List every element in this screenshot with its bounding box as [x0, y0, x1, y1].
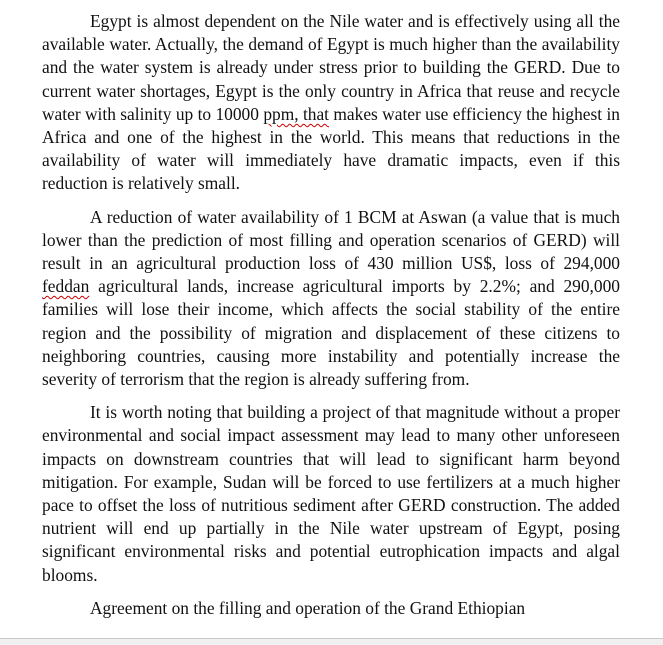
paragraph-impact-assessment: It is worth noting that building a project of that magnitude without a proper environmental and social impact assessment may lead to many other unforeseen impacts on downstream countries that will lead to significant harm beyond mitigation. For example, Sudan will be forced to use fertilizers at a much higher pace to offset the loss of nutritious sediment after GERD construction. The added nutrient will end up partially in the Nile water upstream of Egypt, posing significant environmental risks and potential eutrophication impacts and algal blooms.	[42, 402, 620, 585]
document-body	[42, 10, 620, 630]
paragraph-aswan-reduction	[42, 206, 620, 392]
paragraph-1-text-end: makes water use efficiency the highest in Africa and one of the highest in the world. This means that reductions in the availability of water will immediately have dramatic impacts, even if this reduction is relatively small.	[42, 103, 620, 194]
paragraph-2-text-end: agricultural lands, increase agricultural imports by 2.2%; and 290,000 families will lose their income, which affects the social stability of the entire region and the possibility of migration and displacement of these citizens to neighboring countries, causing more instability and potentially increase the severity of terrorism that the region is already suffering from.	[42, 276, 620, 390]
window-bottom-band	[0, 639, 663, 645]
paragraph-water-dependence	[42, 10, 620, 196]
spelling-flagged-ppm[interactable]: ppm, that	[263, 103, 330, 124]
paragraph-agreement-partial: Agreement on the filling and operation of the Grand Ethiopian	[90, 597, 526, 618]
spelling-flagged-feddan[interactable]: feddan	[42, 276, 90, 297]
paragraph-2-text-start: A reduction of water availability of 1 BCM at Aswan (a value that is much lower than the prediction of most filling and operation scenarios of GERD) will result in an agricultural production loss of 430 million US$, loss of 294,000	[42, 206, 620, 274]
paragraph-1-text-start: Egypt is almost dependent on the Nile water and is effectively using all the available water. Actually, the demand of Egypt is much higher than the availability and the water system is already under stress prior to building the GERD. Due to current water shortages, Egypt is the only country in Africa that reuse and recycle water with salinity up to 10000	[42, 11, 620, 124]
